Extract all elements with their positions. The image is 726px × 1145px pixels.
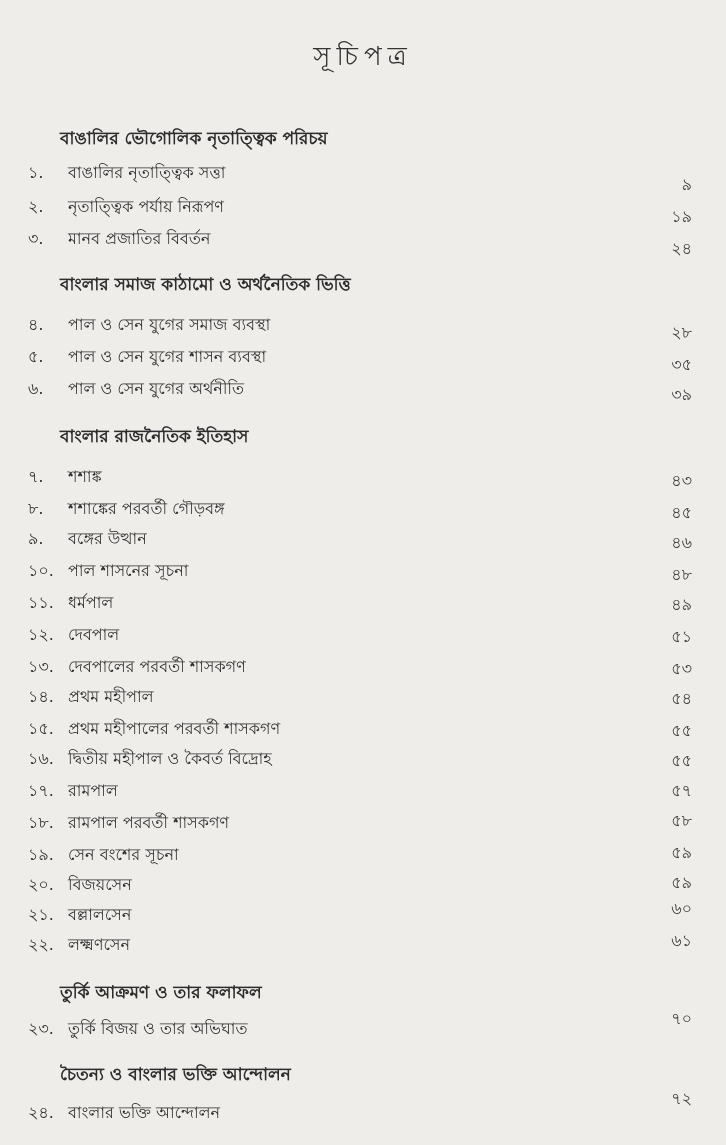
entry-number: ২০.	[28, 875, 54, 894]
toc-entry	[28, 842, 692, 872]
entry-page: ৫৪	[671, 689, 692, 708]
toc-entry	[28, 496, 692, 526]
entry-page: ৫৫	[671, 721, 692, 740]
entry-title: বল্লালসেন	[68, 905, 132, 924]
entry-page: ৭০	[671, 1009, 692, 1028]
entry-page: ৬১	[671, 931, 692, 950]
toc-entry	[28, 932, 692, 962]
entry-page: ৫৮	[671, 811, 692, 830]
entry-page: ৩৯	[671, 385, 692, 404]
toc-entry	[28, 684, 692, 714]
entry-page: ৪৫	[671, 503, 692, 522]
toc-entry	[28, 716, 692, 746]
entry-number: ২১.	[28, 905, 54, 924]
entry-number: ৩.	[28, 229, 44, 248]
entry-title: শশাঙ্ক	[68, 467, 102, 486]
entry-title: দেবপাল	[68, 625, 120, 644]
entry-title: তুর্কি বিজয় ও তার অভিঘাত	[68, 1019, 248, 1038]
entry-number: ২.	[28, 197, 44, 216]
entry-page: ৭২	[671, 1089, 692, 1108]
section-heading-4: তুর্কি আক্রমণ ও তার ফলাফল	[60, 983, 262, 1003]
toc-entry	[28, 746, 692, 776]
toc-entry	[28, 810, 692, 840]
entry-number: ৬.	[28, 379, 44, 398]
entry-page: ২৮	[671, 323, 692, 342]
entry-number: ১০.	[28, 561, 54, 580]
entry-number: ৫.	[28, 347, 44, 366]
toc-entry	[28, 526, 692, 556]
entry-page: ৪৬	[671, 533, 692, 552]
entry-title: প্রথম মহীপাল	[68, 687, 154, 706]
entry-number: ১.	[28, 163, 44, 182]
entry-page: ৪৯	[671, 595, 692, 614]
entry-title: দেবপালের পরবর্তী শাসকগণ	[68, 657, 246, 676]
entry-title: পাল ও সেন যুগের শাসন ব্যবস্থা	[68, 347, 267, 366]
entry-title: রামপাল পরবর্তী শাসকগণ	[68, 813, 230, 832]
entry-title: নৃতাত্ত্বিক পর্যায় নিরূপণ	[68, 197, 224, 216]
entry-page: ১৯	[671, 207, 692, 226]
toc-entry	[28, 376, 692, 406]
page-title: সূচিপত্র	[313, 42, 413, 72]
entry-number: ৪.	[28, 315, 44, 334]
entry-number: ৮.	[28, 499, 44, 518]
entry-number: ১৯.	[28, 845, 54, 864]
toc-entry	[28, 1089, 692, 1130]
entry-title: পাল শাসনের সূচনা	[68, 561, 189, 580]
entry-number: ১৬.	[28, 749, 54, 768]
entry-page: ৪৮	[671, 565, 692, 584]
entry-page: ৫১	[671, 627, 692, 646]
entry-number: ১৩.	[28, 657, 54, 676]
entry-title: দ্বিতীয় মহীপাল ও কৈবর্ত বিদ্রোহ	[68, 749, 272, 768]
entry-title: লক্ষ্মণসেন	[68, 935, 131, 954]
toc-entry	[28, 899, 692, 932]
entry-title: সেন বংশের সূচনা	[68, 845, 179, 864]
entry-title: বাংলার ভক্তি আন্দোলন	[68, 1103, 221, 1122]
entry-page: ৫৯	[671, 873, 692, 892]
toc-entry	[28, 872, 692, 902]
toc-entry	[28, 654, 692, 684]
entry-page: ৫৯	[671, 843, 692, 862]
entry-number: ২২.	[28, 935, 54, 954]
toc-entry	[28, 160, 692, 194]
entry-page: ৩৫	[671, 355, 692, 374]
toc-entry	[28, 558, 692, 588]
toc-entry	[28, 226, 692, 256]
toc-entry	[28, 1009, 692, 1046]
entry-page: ২৪	[671, 239, 692, 258]
entry-title: ধর্মপাল	[68, 593, 114, 612]
entry-number: ১৫.	[28, 719, 54, 738]
toc-entry	[28, 312, 692, 342]
entry-page: ৫৩	[671, 659, 692, 678]
entry-title: শশাঙ্কের পরবর্তী গৌড়বঙ্গ	[68, 499, 225, 518]
entry-title: বঙ্গের উত্থান	[68, 529, 147, 548]
entry-number: ২৩.	[28, 1019, 54, 1038]
entry-number: ১১.	[28, 593, 54, 612]
entry-page: ৬০	[671, 899, 692, 918]
entry-title: মানব প্রজাতির বিবর্তন	[68, 229, 211, 248]
entry-number: ২৪.	[28, 1103, 54, 1122]
entry-page: ৫৫	[671, 751, 692, 770]
entry-title: প্রথম মহীপালের পরবর্তী শাসকগণ	[68, 719, 281, 738]
entry-title: রামপাল	[68, 781, 118, 800]
entry-title: বিজয়সেন	[68, 875, 132, 894]
section-heading-1: বাঙালির ভৌগোলিক নৃতাত্ত্বিক পরিচয়	[60, 129, 328, 149]
toc-entry	[28, 344, 692, 374]
entry-title: বাঙালির নৃতাত্ত্বিক সত্তা	[68, 163, 226, 182]
entry-title: পাল ও সেন যুগের অর্থনীতি	[68, 379, 245, 398]
entry-number: ১৮.	[28, 813, 54, 832]
toc-entry	[28, 778, 692, 808]
section-heading-5: চৈতন্য ও বাংলার ভক্তি আন্দোলন	[60, 1065, 291, 1085]
toc-entry	[28, 590, 692, 620]
entry-number: ১৭.	[28, 781, 54, 800]
toc-entry	[28, 464, 692, 494]
entry-number: ৭.	[28, 467, 44, 486]
entry-title: পাল ও সেন যুগের সমাজ ব্যবস্থা	[68, 315, 271, 334]
entry-page: ৯	[681, 175, 692, 194]
entry-number: ৯.	[28, 529, 44, 548]
entry-page: ৫৭	[671, 781, 692, 800]
section-heading-3: বাংলার রাজনৈতিক ইতিহাস	[60, 427, 249, 447]
section-heading-2: বাংলার সমাজ কাঠামো ও অর্থনৈতিক ভিত্তি	[60, 275, 351, 295]
entry-number: ১৪.	[28, 687, 54, 706]
entry-page: ৪৩	[671, 471, 692, 490]
toc-entry	[28, 622, 692, 652]
toc-entry	[28, 194, 692, 224]
entry-number: ১২.	[28, 625, 54, 644]
